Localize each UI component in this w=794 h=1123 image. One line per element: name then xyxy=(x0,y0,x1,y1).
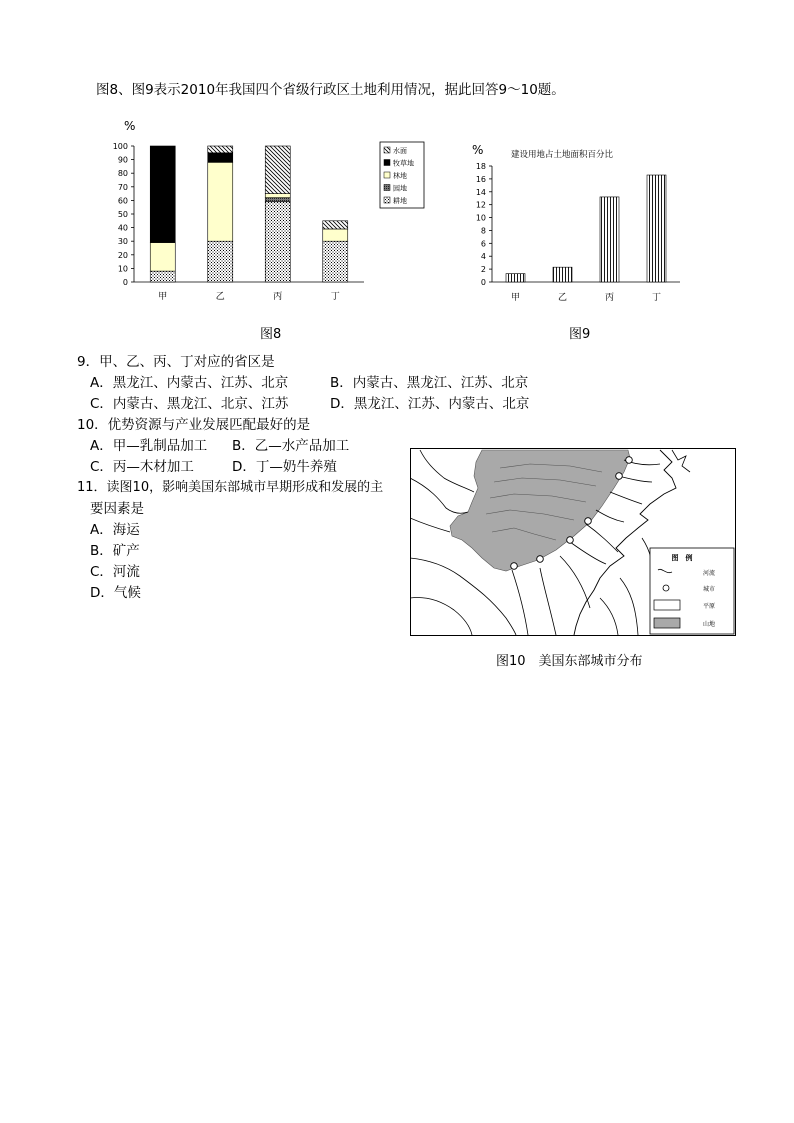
q10-stem: 10．优势资源与产业发展匹配最好的是 xyxy=(77,417,311,433)
fig9-category-label: 乙 xyxy=(557,293,568,303)
legend-plain-label: 平原 xyxy=(703,603,716,610)
fig8-bar-segment xyxy=(265,198,290,202)
q9-option-d: D．黑龙江、江苏、内蒙古、北京 xyxy=(330,396,530,412)
legend-river-label: 河流 xyxy=(703,570,716,577)
intro-text: 图8、图9表示2010年我国四个省级行政区土地利用情况，据此回答9～10题。 xyxy=(96,82,565,98)
fig8-bar-segment xyxy=(208,162,233,241)
fig9-category-label: 甲 xyxy=(510,293,521,303)
fig8-legend-swatch xyxy=(384,185,390,191)
legend-mountain-label: 山地 xyxy=(703,621,716,628)
city-marker xyxy=(537,556,544,563)
fig8-y-tick-label: 100 xyxy=(112,142,128,151)
fig9-y-tick-label: 2 xyxy=(480,265,486,275)
fig9-y-tick-label: 8 xyxy=(480,226,486,236)
fig8-legend-label: 水面 xyxy=(393,147,407,155)
city-marker xyxy=(511,563,518,570)
q10-option-a: A．甲—乳制品加工 xyxy=(90,438,208,454)
fig8-bar-segment xyxy=(208,241,233,282)
city-marker xyxy=(616,473,623,480)
q9-stem: 9．甲、乙、丙、丁对应的省区是 xyxy=(77,354,275,370)
fig8-category-label: 丁 xyxy=(330,292,340,302)
fig9-ylabel: % xyxy=(472,143,484,157)
fig9-bar xyxy=(506,274,525,282)
q11-option-d: D．气候 xyxy=(90,585,141,601)
fig9-category-label: 丁 xyxy=(651,293,662,303)
fig9-y-tick-label: 4 xyxy=(480,252,486,262)
q11-option-c: C．河流 xyxy=(90,564,140,580)
fig8-legend-label: 牧草地 xyxy=(393,159,414,168)
fig8-category-label: 丙 xyxy=(273,292,283,302)
q11-option-b: B．矿产 xyxy=(90,543,140,559)
fig8-y-tick-label: 40 xyxy=(117,223,128,233)
fig8-category-label: 甲 xyxy=(158,292,168,302)
legend-city-label: 城市 xyxy=(703,586,716,593)
fig9-y-tick-label: 18 xyxy=(475,162,486,171)
q11-stem-line2: 要因素是 xyxy=(90,501,144,517)
fig8-bar-segment xyxy=(150,146,175,243)
fig8-y-tick-label: 60 xyxy=(117,196,128,206)
legend-mountain-swatch xyxy=(654,618,680,628)
city-marker xyxy=(567,537,574,544)
fig8-y-tick-label: 30 xyxy=(117,237,128,247)
fig9-title: 建设用地占土地面积百分比 xyxy=(510,150,614,160)
fig8-bar-segment xyxy=(150,243,175,272)
map-legend xyxy=(650,548,734,634)
city-marker xyxy=(626,457,633,464)
legend-city-icon xyxy=(663,585,669,591)
fig8-legend-swatch xyxy=(384,147,390,153)
figure-8-chart xyxy=(100,112,440,307)
map-legend-title: 图 例 xyxy=(671,554,693,562)
q10-option-b: B．乙—水产品加工 xyxy=(232,438,350,454)
q11-option-a: A．海运 xyxy=(90,522,140,538)
q10-option-c: C．丙—木材加工 xyxy=(90,459,194,475)
fig9-bar xyxy=(600,197,619,282)
fig8-y-tick-label: 10 xyxy=(117,264,128,274)
fig8-y-tick-label: 0 xyxy=(122,278,128,287)
q11-stem-line1: 11．读图10，影响美国东部城市早期形成和发展的主 xyxy=(77,480,384,495)
fig8-legend-label: 林地 xyxy=(393,172,407,180)
fig8-y-tick-label: 20 xyxy=(117,250,128,260)
fig8-bar-segment xyxy=(323,221,348,229)
fig9-bar xyxy=(647,175,666,282)
fig8-bar-segment xyxy=(150,271,175,282)
q10-option-d: D．丁—奶牛养殖 xyxy=(232,459,337,475)
fig9-y-tick-label: 14 xyxy=(475,187,486,197)
fig8-bar-segment xyxy=(265,194,290,198)
fig8-bar-segment xyxy=(208,146,233,153)
fig9-y-tick-label: 12 xyxy=(475,200,486,210)
fig8-legend-swatch xyxy=(384,160,390,166)
fig8-legend-swatch xyxy=(384,197,390,203)
fig8-y-tick-label: 90 xyxy=(117,155,128,165)
fig8-y-tick-label: 80 xyxy=(117,169,128,179)
fig8-bar-segment xyxy=(265,146,290,194)
fig9-y-tick-label: 0 xyxy=(480,278,486,287)
fig9-category-label: 丙 xyxy=(604,293,615,303)
figure-10-caption: 图10 美国东部城市分布 xyxy=(496,654,643,669)
fig8-bar-segment xyxy=(208,153,233,163)
fig8-y-tick-label: 70 xyxy=(117,182,128,192)
fig8-bar-segment xyxy=(323,241,348,282)
fig8-legend-label: 园地 xyxy=(393,184,407,193)
fig8-y-tick-label: 50 xyxy=(117,210,128,219)
fig8-legend-label: 耕地 xyxy=(393,197,407,205)
fig9-bar xyxy=(553,267,572,282)
city-marker xyxy=(585,518,592,525)
figure-8-caption: 图8 xyxy=(260,327,282,342)
figure-10-map xyxy=(410,448,736,636)
q9-option-c: C．内蒙古、黑龙江、北京、江苏 xyxy=(90,396,289,412)
fig8-bar-segment xyxy=(265,202,290,282)
fig9-y-tick-label: 10 xyxy=(475,213,486,223)
legend-plain-swatch xyxy=(654,600,680,610)
fig8-legend-swatch xyxy=(384,172,390,178)
q9-option-a: A．黑龙江、内蒙古、江苏、北京 xyxy=(90,375,289,391)
q9-option-b: B．内蒙古、黑龙江、江苏、北京 xyxy=(330,375,529,391)
fig8-ylabel: % xyxy=(124,119,136,133)
figure-9-caption: 图9 xyxy=(569,327,591,342)
fig8-bar-segment xyxy=(323,229,348,241)
fig9-y-tick-label: 16 xyxy=(475,174,486,184)
figure-9-chart xyxy=(462,140,702,308)
fig9-y-tick-label: 6 xyxy=(480,239,486,249)
fig8-category-label: 乙 xyxy=(215,292,225,302)
